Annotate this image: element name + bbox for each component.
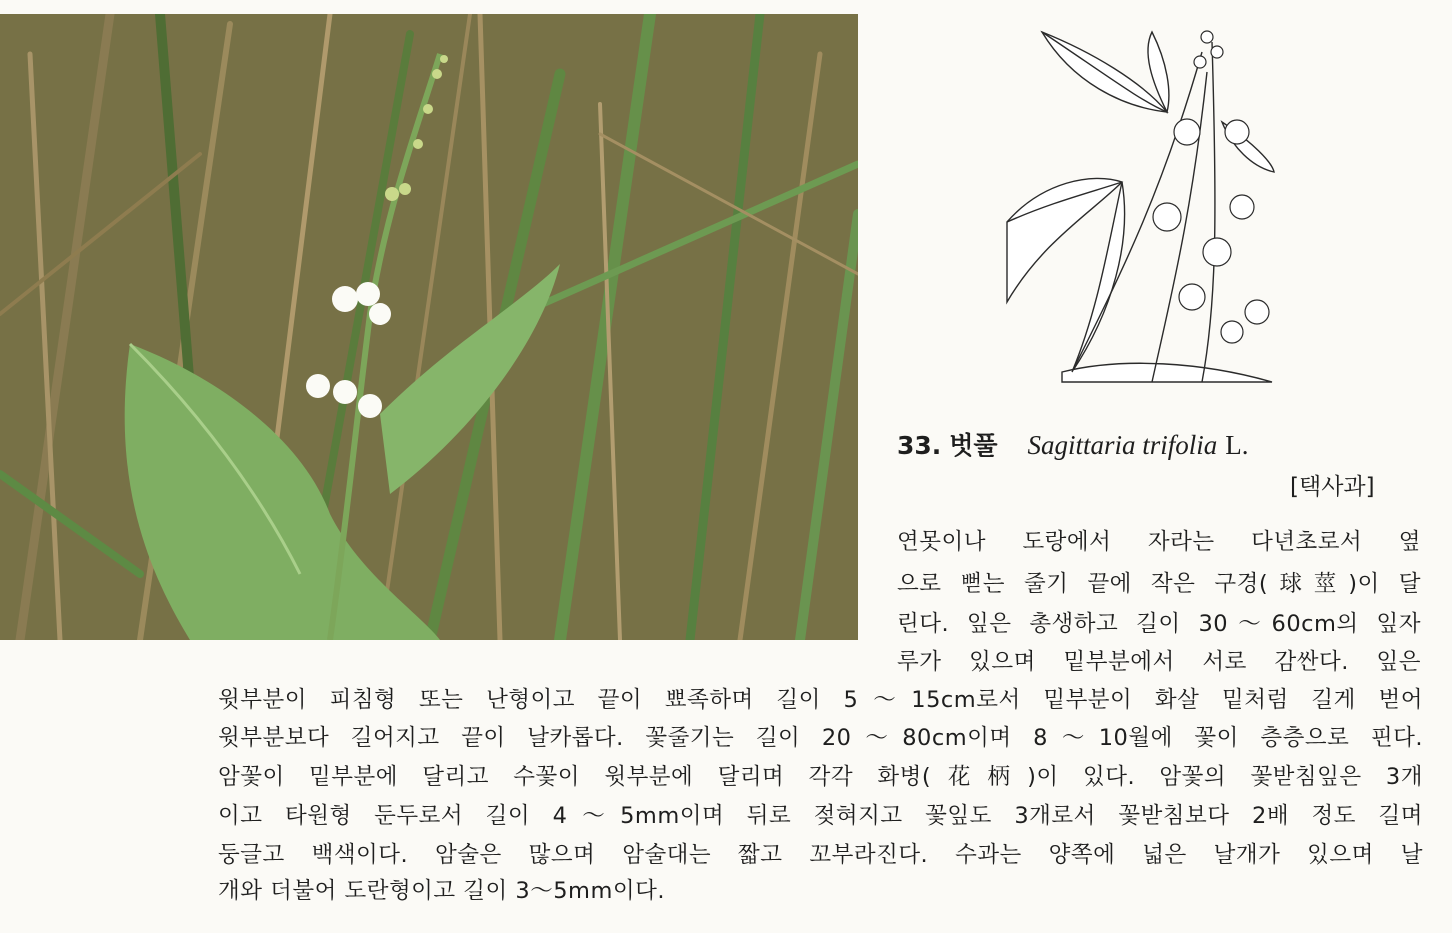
korean-name: 벗풀 — [949, 431, 998, 460]
description-line: 연못이나 도랑에서 자라는 다년초로서 옆 — [897, 529, 1421, 555]
description-line: 린다. 잎은 총생하고 길이 30～60cm의 잎자 — [897, 611, 1421, 637]
description-line: 개와 더불어 도란형이고 길이 3～5mm이다. — [218, 878, 666, 904]
description-line: 암꽃이 밑부분에 달리고 수꽃이 윗부분에 달리며 각각 화병(花柄)이 있다. 암꽃의 꽃받침잎은 3개 — [218, 764, 1423, 790]
plant-photo — [0, 14, 858, 640]
description-line: 이고 타원형 둔두로서 길이 4～5mm이며 뒤로 젖혀지고 꽃잎도 3개로서 꽃받침보다 2배 정도 길며 — [218, 803, 1423, 829]
species-title — [897, 426, 1417, 462]
author-abbrev: L. — [1225, 430, 1249, 460]
description-line: 윗부분이 피침형 또는 난형이고 끝이 뾰족하며 길이 5～15cm로서 밑부분이 화살 밑처럼 길게 벋어 — [218, 687, 1423, 713]
entry-number: 33. — [897, 431, 942, 460]
illustration-graphic — [1002, 12, 1278, 390]
description-line: 윗부분보다 길어지고 끝이 날카롭다. 꽃줄기는 길이 20～80cm이며 8～10월에 꽃이 층층으로 핀다. — [218, 725, 1423, 751]
botanical-illustration — [1002, 12, 1278, 390]
plant-photo-graphic — [0, 14, 858, 640]
description-line: 루가 있으며 밑부분에서 서로 감싼다. 잎은 — [897, 649, 1421, 675]
family-name: [택사과] — [1290, 474, 1375, 500]
scientific-name: Sagittaria trifolia — [1027, 430, 1218, 460]
description-line: 둥글고 백색이다. 암술은 많으며 암술대는 짧고 꼬부라진다. 수과는 양쪽에 넓은 날개가 있으며 날 — [218, 842, 1423, 868]
description-line: 으로 뻗는 줄기 끝에 작은 구경(球莖)이 달 — [897, 571, 1421, 597]
